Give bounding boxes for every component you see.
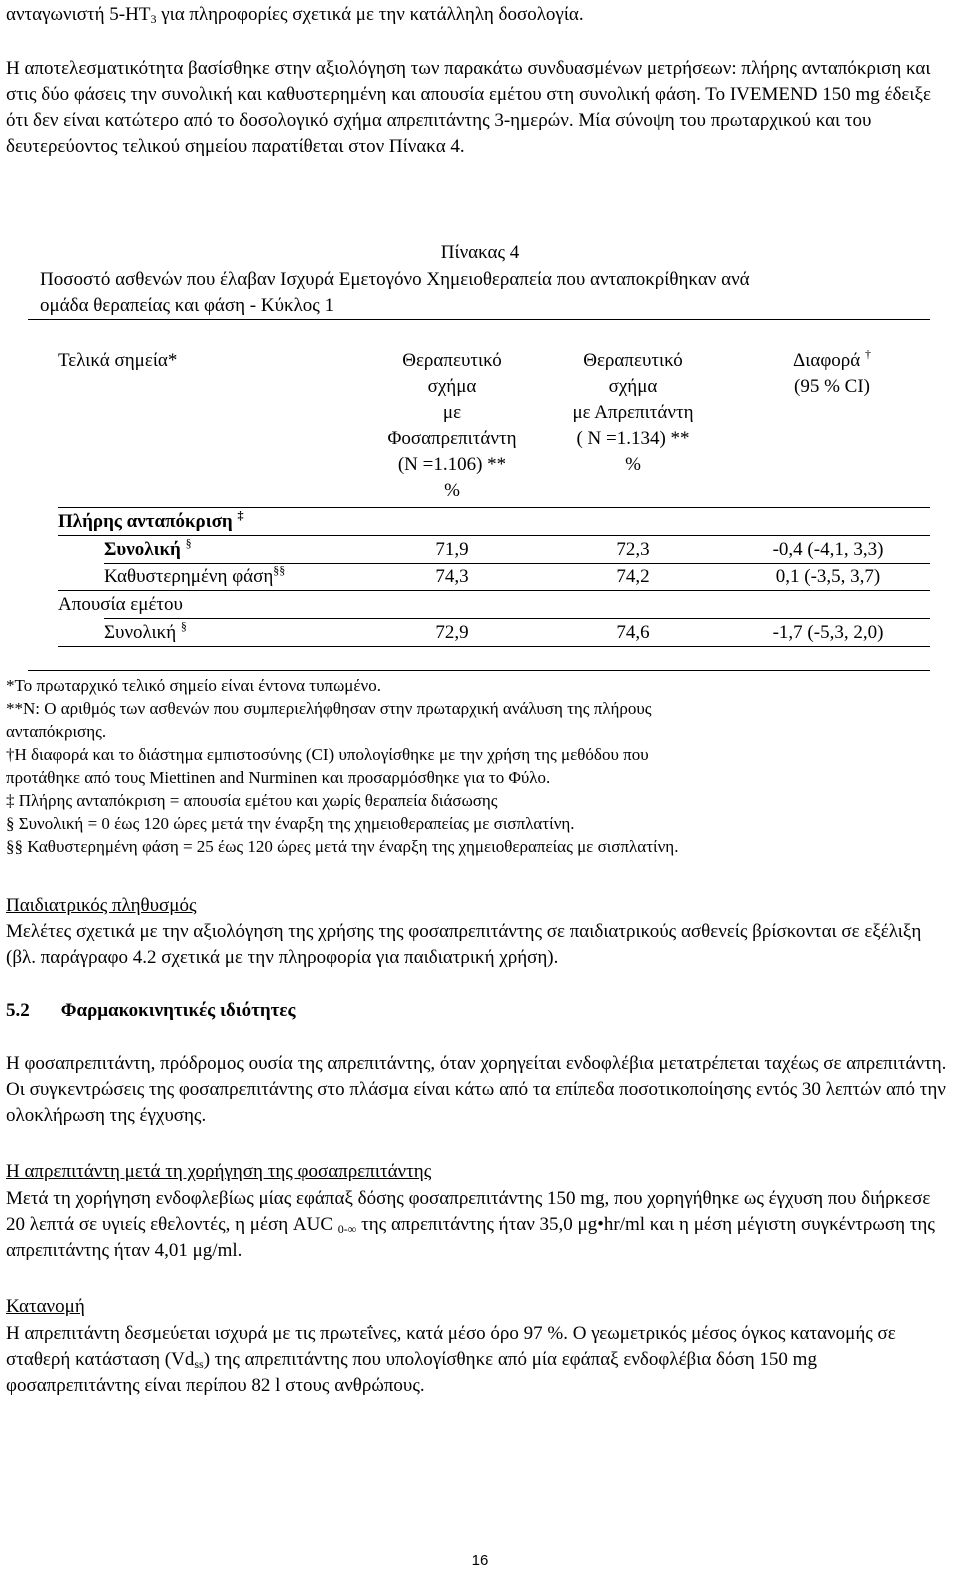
cell-fos: 72,9 bbox=[435, 622, 469, 643]
cell-fos: 74,3 bbox=[435, 566, 469, 587]
intro-line: ανταγωνιστή $5-HT_3$ για πληροφορίες σχετικά με την κατάλληλη δοσολογία. bbox=[6, 4, 584, 26]
cell-diff: 0,1 (-3,5, 3,7) bbox=[775, 566, 881, 587]
pediatric-text: Μελέτες σχετικά με την αξιολόγηση της χρήσης της φοσαπρεπιτάντης σε παιδιατρικούς ασθενείς βρίσκονται σε εξέλιξη (βλ. παράγραφο 4.2 σχετικά με την πληροφορία για παιδιατρική χρήση). bbox=[6, 921, 922, 968]
row-label-delayed: Καθυστερημένη φάση§§ bbox=[104, 563, 286, 587]
cell-diff: -0,4 (-4,1, 3,3) bbox=[772, 539, 884, 560]
cell-apr: 72,3 bbox=[616, 539, 650, 560]
row-rule bbox=[58, 590, 930, 591]
table-title: Πίνακας 4 bbox=[440, 242, 520, 263]
row-label-overall: Συνολική § bbox=[104, 536, 192, 560]
footnote-rule bbox=[28, 670, 930, 671]
header-aprepitant: Θεραπευτικό σχήμα με Απρεπιτάντη ( N =1.134) ** % bbox=[572, 350, 694, 475]
footnotes: *Το πρωταρχικό τελικό σημείο είναι έντονα τυπωμένο. **N: Ο αριθμός των ασθενών που συμπεριελήφθησαν στην πρωταρχική ανάλυση της πλήρους ανταπόκρισης. †Η διαφορά και το διάστημα εμπιστοσύνης (CI) υπολογίσθηκε με την χρήση της μεθόδου που προτάθηκε από τους Miettinen and Nurminen και προσαρμόσθηκε για το Φύλο. ‡ Πλήρης ανταπόκριση = απουσία εμέτου και χωρίς θεραπεία διάσωσης § Συνολική = 0 έως 120 ώρες μετά την έναρξη της χημειοθεραπείας με σισπλατίνη. §§ Καθυστερημένη φάση = 25 έως 120 ώρες μετά την έναρξη της χημειοθεραπείας με σισπλατίνη. bbox=[6, 676, 679, 856]
cell-apr: 74,6 bbox=[616, 622, 650, 643]
section-5-2-heading: 5.2 Φαρμακοκινητικές ιδιότητες bbox=[6, 1000, 296, 1021]
section-complete-response: Πλήρης ανταπόκριση ‡ bbox=[58, 508, 244, 532]
cell-apr: 74,2 bbox=[616, 566, 650, 587]
header-fosaprepitant: Θεραπευτικό σχήμα με Φοσαπρεπιτάντη (N =1.106) ** % bbox=[387, 350, 517, 501]
row-rule bbox=[104, 618, 930, 619]
section-no-vomiting: Απουσία εμέτου bbox=[58, 594, 183, 615]
cell-fos: 71,9 bbox=[435, 539, 469, 560]
aprepitant-heading: Η απρεπιτάντη μετά τη χορήγηση της φοσαπρεπιτάντης bbox=[6, 1161, 432, 1182]
section-rule-1 bbox=[58, 507, 930, 508]
row-label-overall-nv: Συνολική § bbox=[104, 619, 187, 643]
section-5-2-text: Η φοσαπρεπιτάντη, πρόδρομος ουσία της απρεπιτάντης, όταν χορηγείται ενδοφλέβια μετατρέπεται ταχέως σε απρεπιτάντη. Οι συγκεντρώσεις της φοσαπρεπιτάντης στο πλάσμα είναι κάτω από τα επίπεδα ποσοτικοποίησης εντός 30 λεπτών από την ολοκλήρωση της έγχυσης. bbox=[6, 1053, 947, 1126]
page-number: 16 bbox=[471, 1552, 489, 1569]
header-difference: Διαφορά † (95 % CI) bbox=[793, 347, 871, 397]
header-endpoints: Τελικά σημεία* bbox=[58, 350, 178, 371]
pediatric-heading: Παιδιατρικός πληθυσμός bbox=[6, 895, 197, 916]
aprepitant-text: Μετά τη χορήγηση ενδοφλεβίως μίας εφάπαξ δόσης φοσαπρεπιτάντης 150 mg, που χορηγήθηκε ως έγχυση που διήρκεσε 20 λεπτά σε υγιείς εθελοντές, η μέση AUC $_{0-\infty}$ της απρεπιτάντης ήταν 35,0 μg•hr/ml και η μέση μέγιστη συγκέντρωση της απρεπιτάντης ήταν 4,01 μg/ml. bbox=[6, 1188, 935, 1261]
efficacy-paragraph: Η αποτελεσματικότητα βασίσθηκε στην αξιολόγηση των παρακάτω συνδυασμένων μετρήσεων: πλήρης ανταπόκριση και στις δύο φάσεις την συνολική και καθυστερημένη και απουσία εμέτου στη συνολική φάση. Το IVEMEND 150 mg έδειξε ότι δεν είναι κατώτερο από το δοσολογικό σχήμα απρεπιτάντης 3-ημερών. Μία σύνοψη του πρωταρχικού και του δευτερεύοντος τελικού σημείου παρατίθεται στον Πίνακα 4. bbox=[6, 58, 931, 157]
table-top-rule bbox=[28, 319, 930, 320]
distribution-text: Η απρεπιτάντη δεσμεύεται ισχυρά με τις πρωτεΐνες, κατά μέσο όρο 97 %. Ο γεωμετρικός μέσος όγκος κατανομής σε σταθερή κατάσταση $(Vd_{ss})$ της απρεπιτάντης που υπολογίσθηκε από μία εφάπαξ ενδοφλέβια δόση 150 mg φοσαπρεπιτάντης είναι περίπου 82 l στους ανθρώπους. bbox=[6, 1323, 896, 1396]
distribution-heading: Κατανομή bbox=[6, 1296, 85, 1317]
cell-diff: -1,7 (-5,3, 2,0) bbox=[772, 622, 884, 643]
table-bottom-rule bbox=[58, 646, 930, 647]
table-caption: Ποσοστό ασθενών που έλαβαν Ισχυρά Εμετογόνο Χημειοθεραπεία που ανταποκρίθηκαν ανά ομάδα θεραπείας και φάση - Κύκλος 1 bbox=[40, 269, 750, 316]
